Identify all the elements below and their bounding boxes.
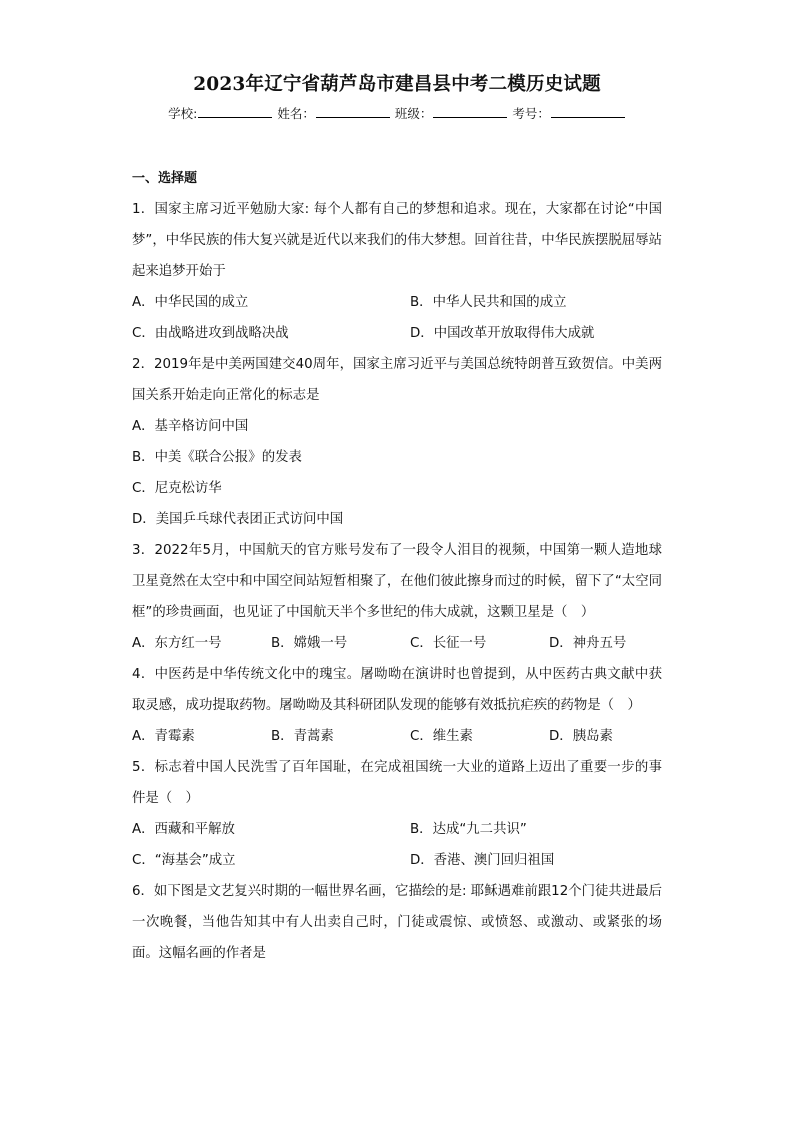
option-b: B．中美《联合公报》的发表 <box>132 450 302 465</box>
student-info-line <box>0 104 794 122</box>
question-4 <box>132 659 662 752</box>
option-a: A．青霉素 <box>132 729 195 744</box>
option-c: C．由战略进攻到战略决战 <box>132 326 289 341</box>
school-label: 学校: <box>168 106 198 121</box>
question-6 <box>132 876 662 969</box>
option-d: D．神舟五号 <box>549 636 627 651</box>
exam-number-blank <box>551 105 625 118</box>
option-a: A．基辛格访问中国 <box>132 419 249 434</box>
options <box>132 814 662 876</box>
option-c: C．维生素 <box>410 729 473 744</box>
section-heading: 一、选择题 <box>132 171 198 186</box>
class-label: 班级： <box>394 106 433 121</box>
question-stem: 4．中医药是中华传统文化中的瑰宝。屠呦呦在演讲时也曾提到，从中医药古典文献中获取灵感，成功提取药物。屠呦呦及其科研团队发现的能够有效抵抗疟疾的药物是（ ） <box>132 667 662 713</box>
question-stem: 2．2019年是中美两国建交40周年，国家主席习近平与美国总统特朗普互致贺信。中美两国关系开始走向正常化的标志是 <box>132 357 662 403</box>
name-blank <box>316 105 390 118</box>
question-stem: 5．标志着中国人民洗雪了百年国耻，在完成祖国统一大业的道路上迈出了重要一步的事件是（ ） <box>132 760 662 806</box>
option-d: D．香港、澳门回归祖国 <box>410 853 555 868</box>
option-b: B．达成“九二共识” <box>410 822 527 837</box>
option-c: C．“海基会”成立 <box>132 853 236 868</box>
question-2 <box>132 349 662 535</box>
option-a: A．中华民国的成立 <box>132 295 249 310</box>
options <box>132 721 662 752</box>
option-c: C．长征一号 <box>410 636 487 651</box>
question-1 <box>132 194 662 349</box>
school-blank <box>198 105 272 118</box>
options <box>132 628 662 659</box>
question-3 <box>132 535 662 659</box>
question-list <box>132 163 662 969</box>
option-a: A．西藏和平解放 <box>132 822 235 837</box>
option-b: B．嫦娥一号 <box>271 636 348 651</box>
option-d: D．胰岛素 <box>549 729 613 744</box>
class-blank <box>433 105 507 118</box>
option-b: B．青蒿素 <box>271 729 334 744</box>
exam-title: 2023年辽宁省葫芦岛市建昌县中考二模历史试题 <box>193 74 601 95</box>
option-d: D．中国改革开放取得伟大成就 <box>410 326 595 341</box>
name-label: 姓名： <box>277 106 315 121</box>
exam-number-label: 考号： <box>512 106 550 121</box>
question-stem: 3．2022年5月，中国航天的官方账号发布了一段令人泪目的视频，中国第一颗人造地球卫星竟然在太空中和中国空间站短暂相聚了，在他们彼此擦身而过的时候，留下了“太空同框”的珍贵画面，也见证了中国航天半个多世纪的伟大成就，这颗卫星是（ ） <box>132 543 662 620</box>
option-c: C．尼克松访华 <box>132 481 222 496</box>
question-5 <box>132 752 662 876</box>
question-stem: 6．如下图是文艺复兴时期的一幅世界名画，它描绘的是: 耶稣遇难前跟12个门徒共进最后一次晚餐，当他告知其中有人出卖自己时，门徒或震惊、或愤怒、或激动、或紧张的场面。这幅名画的作者是 <box>132 884 662 961</box>
option-a: A．东方红一号 <box>132 636 222 651</box>
option-d: D．美国乒乓球代表团正式访问中国 <box>132 512 344 527</box>
option-b: B．中华人民共和国的成立 <box>410 295 567 310</box>
options <box>132 287 662 349</box>
question-stem: 1．国家主席习近平勉励大家: 每个人都有自己的梦想和追求。现在，大家都在讨论“中国梦”，中华民族的伟大复兴就是近代以来我们的伟大梦想。回首往昔，中华民族摆脱屈辱站起来追梦开始于 <box>132 202 662 279</box>
